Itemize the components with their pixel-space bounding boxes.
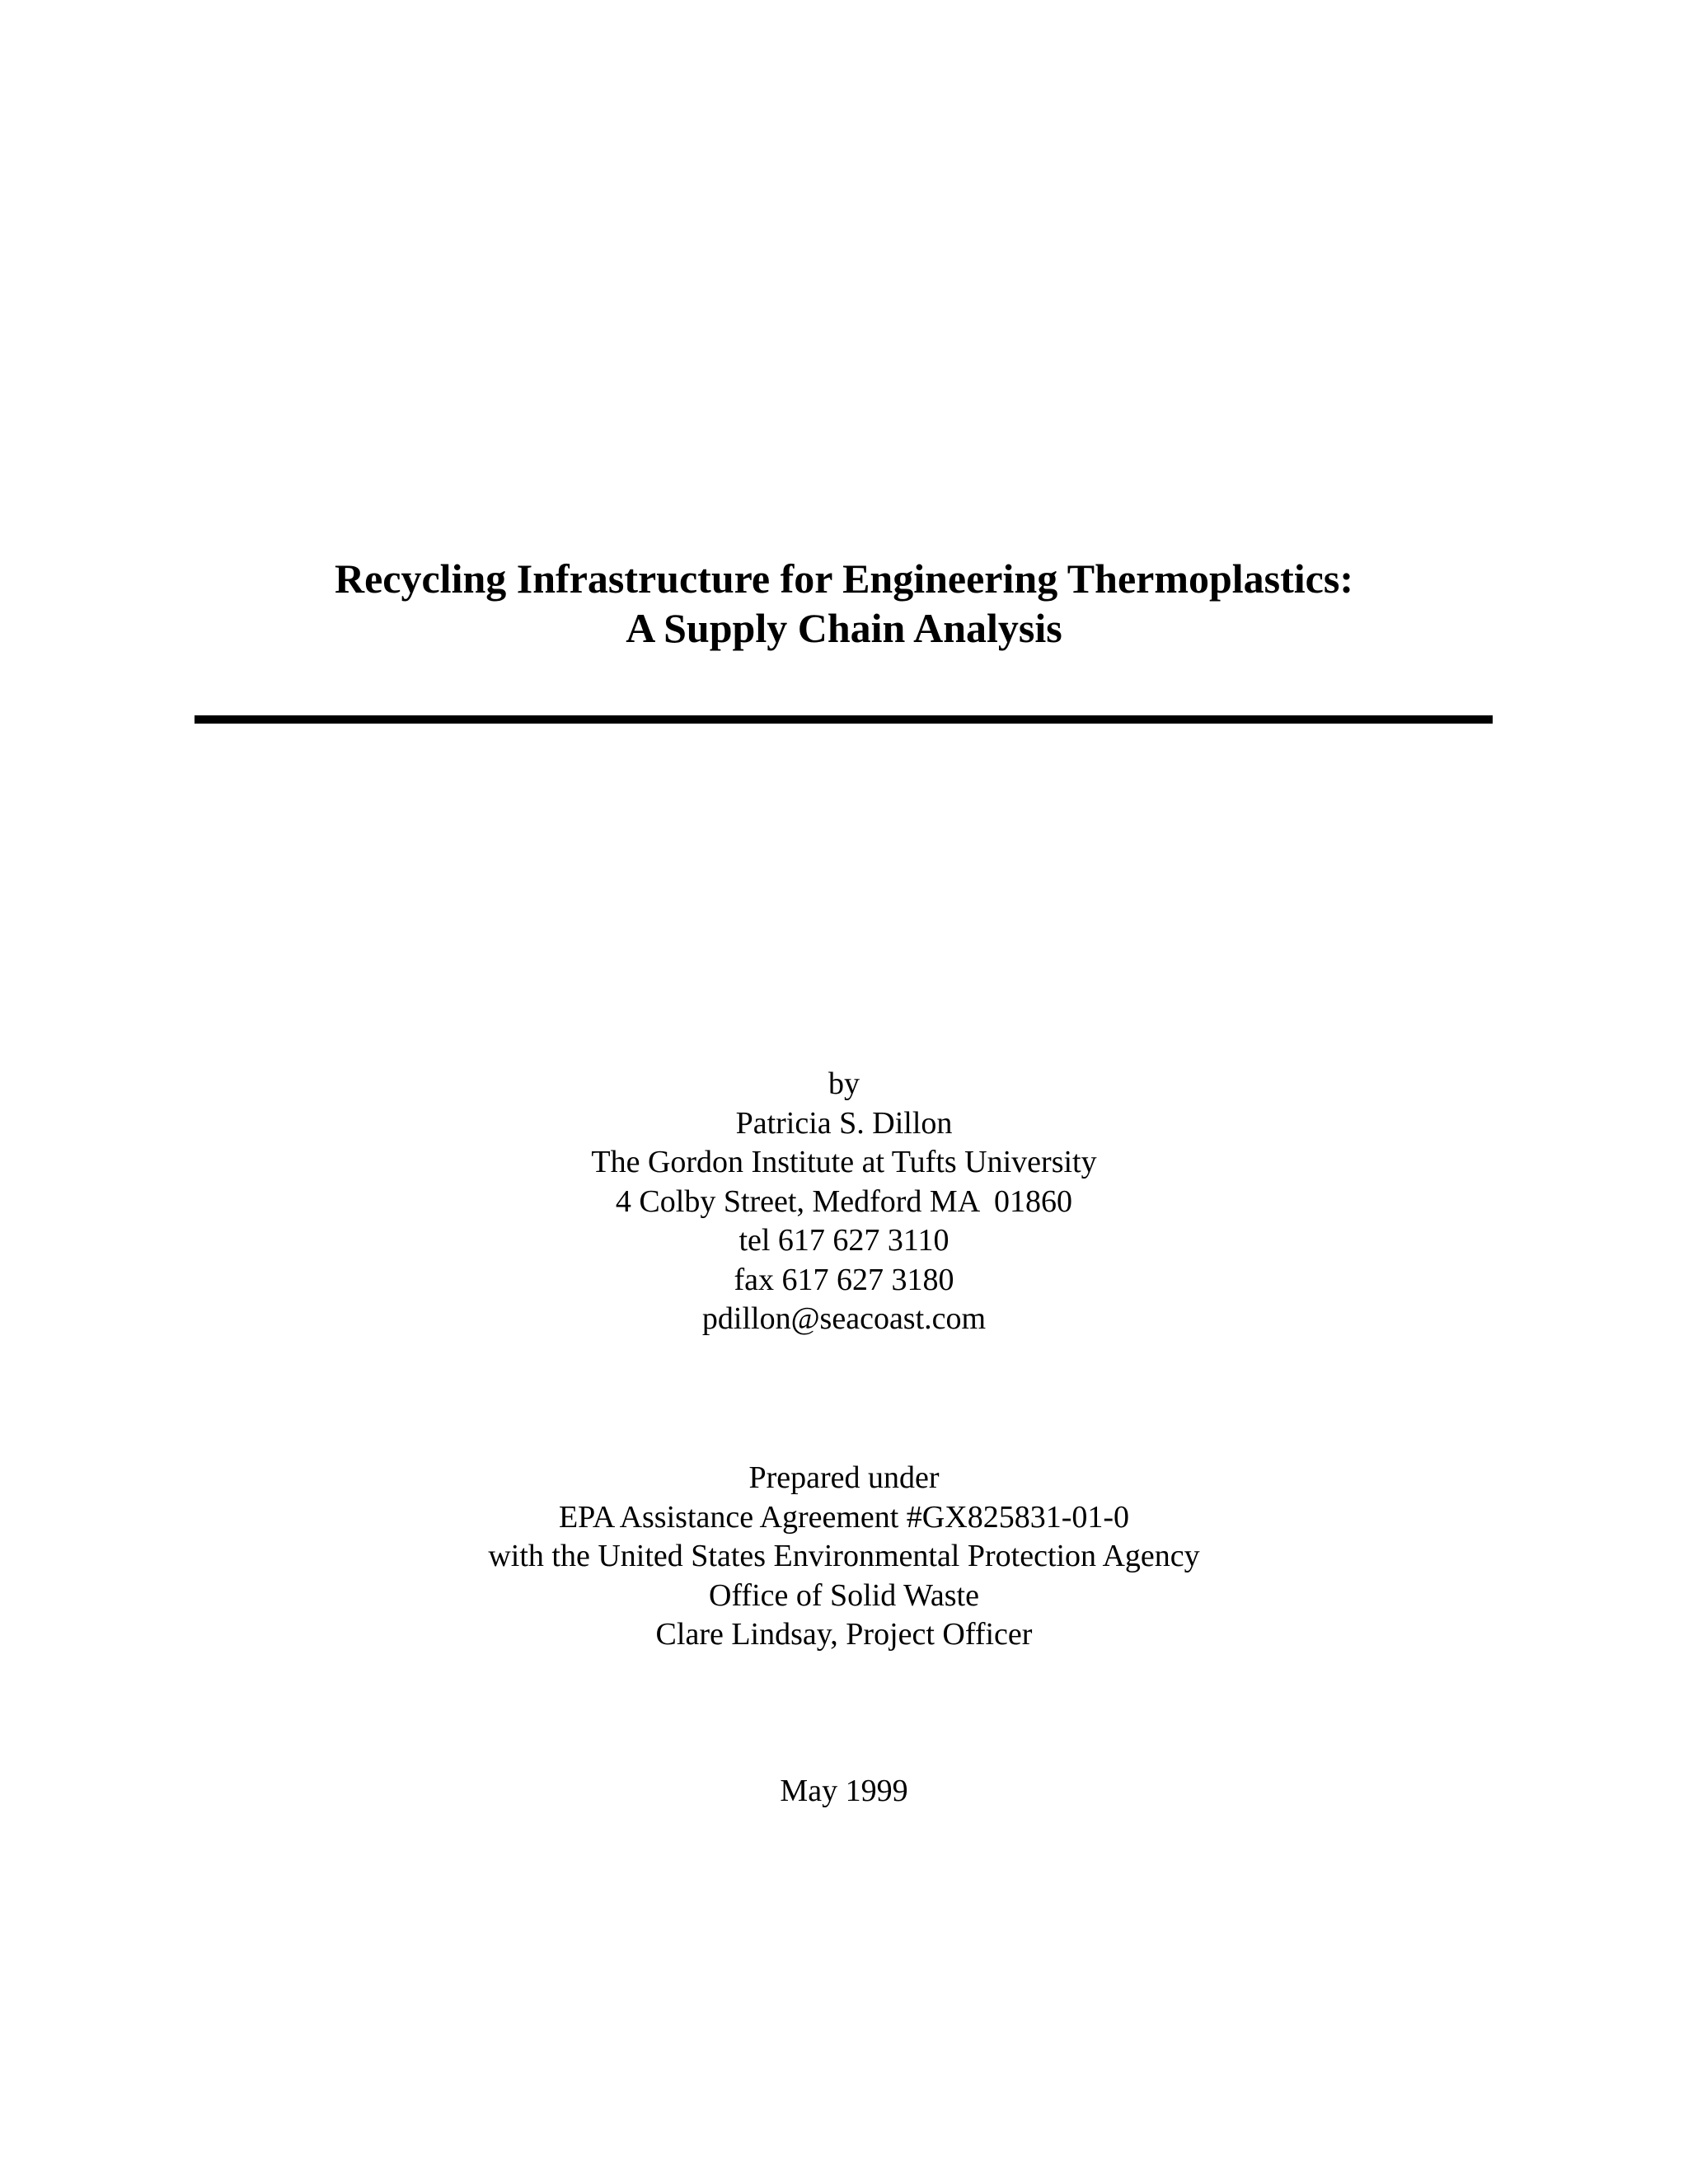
title-line-1: Recycling Infrastructure for Engineering Thermoplastics: bbox=[335, 555, 1353, 602]
author-block bbox=[0, 1065, 1688, 1339]
prepared-line-2: EPA Assistance Agreement #GX825831-01-0 bbox=[558, 1499, 1130, 1535]
title-line-2: A Supply Chain Analysis bbox=[626, 605, 1062, 651]
author-address: 4 Colby Street, Medford MA 01860 bbox=[615, 1183, 1073, 1219]
title-divider bbox=[195, 715, 1493, 724]
author-fax: fax 617 627 3180 bbox=[734, 1262, 954, 1297]
prepared-line-4: Office of Solid Waste bbox=[709, 1577, 979, 1613]
report-date bbox=[0, 1772, 1688, 1811]
author-institution: The Gordon Institute at Tufts University bbox=[591, 1145, 1097, 1179]
report-title bbox=[0, 554, 1688, 653]
author-name: Patricia S. Dillon bbox=[735, 1105, 953, 1141]
author-tel: tel 617 627 3110 bbox=[738, 1223, 950, 1258]
author-email: pdillon@seacoast.com bbox=[701, 1301, 987, 1336]
date-text: May 1999 bbox=[780, 1774, 908, 1808]
prepared-line-3: with the United States Environmental Protection Agency bbox=[488, 1539, 1200, 1573]
by-label: by bbox=[828, 1066, 860, 1101]
prepared-line-5: Clare Lindsay, Project Officer bbox=[655, 1617, 1033, 1652]
prepared-line-1: Prepared under bbox=[748, 1460, 940, 1495]
prepared-under-block bbox=[0, 1459, 1688, 1655]
